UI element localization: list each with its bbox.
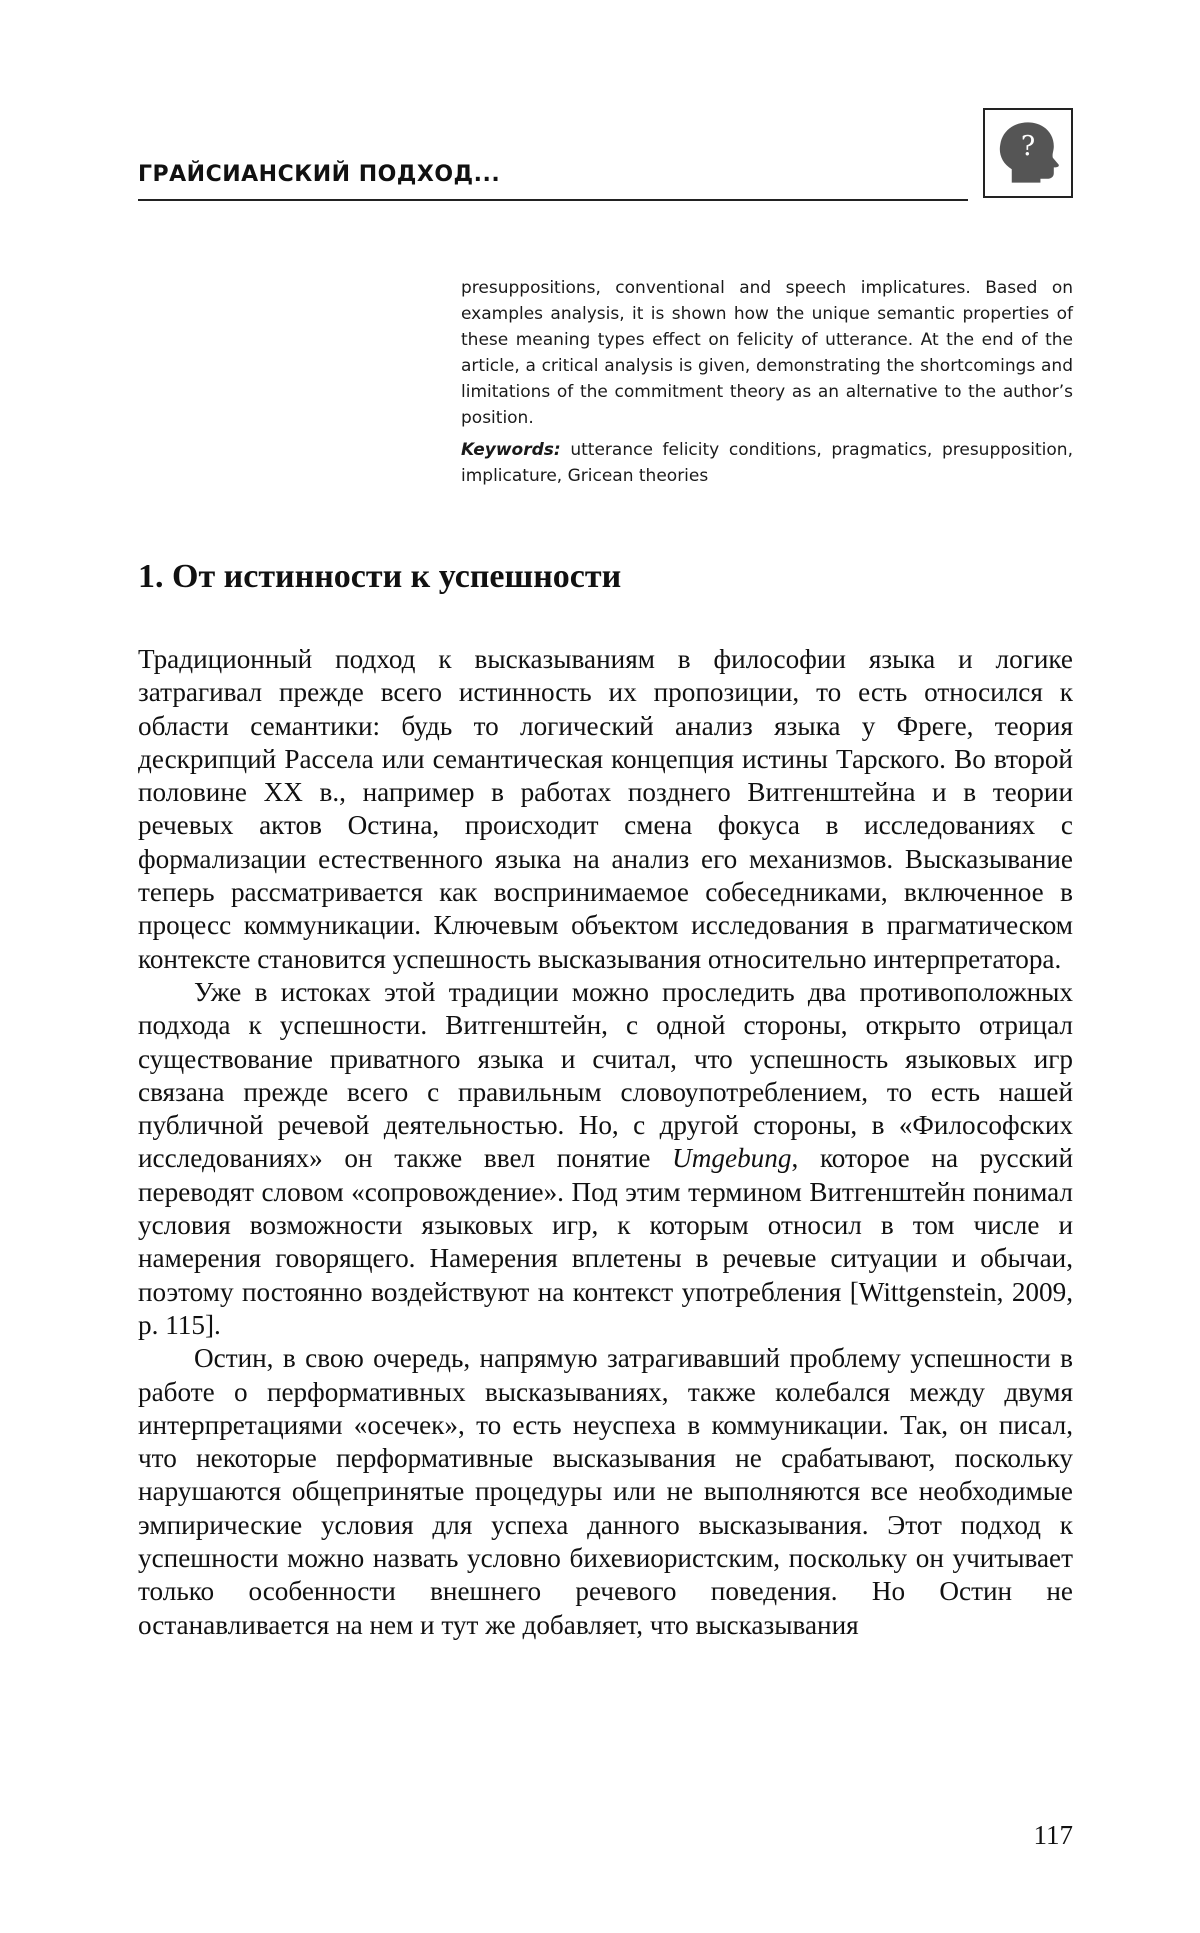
keywords-text: utterance felicity conditions, pragmatics, presupposition, implicature, Gricean theories	[461, 440, 1073, 486]
abstract-block	[461, 275, 1073, 489]
section-heading: 1. От истинности к успешности	[138, 558, 622, 595]
keywords-label: Keywords:	[461, 440, 561, 460]
head-question-icon	[985, 110, 1071, 196]
page-number: 117	[1033, 1820, 1073, 1850]
abstract-text: presuppositions, conventional and speech implicatures. Based on examples analysis, it is shown how the unique semantic properties of these meaning types effect on felicity of utterance. At the end of the article, a critical analysis is given, demonstrating the shortcomings and limitations of the commitment theory as an alternative to the author’s position.	[461, 278, 1073, 428]
paragraph-2-part-1: Уже в истоках этой традиции можно проследить два противоположных подхода к успешности. Витгенштейн, с одной стороны, открыто отрицал существование приватного языка и считал, что успешность языковых игр связана прежде всего с правильным словоупотреблением, то есть нашей публичной речевой деятельностью. Но, с другой стороны, в «Философских исследованиях» он также ввел понятие	[138, 976, 1073, 1174]
header-rule	[138, 199, 968, 201]
paragraph-1: Традиционный подход к высказываниям в философии языка и логике затрагивал прежде всего истинность их пропозиции, то есть относился к области семантики: будь то логический анализ языка у Фреге, теория дескрипций Рассела или семантическая концепция истины Тарского. Во второй половине XX в., например в работах позднего Витгенштейна и в теории речевых актов Остина, происходит смена фокуса в исследованиях с формализации естественного языка на анализ его механизмов. Высказывание теперь рассматривается как воспринимаемое собеседниками, включенное в процесс коммуникации. Ключевым объектом исследования в прагматическом контексте становится успешность высказывания относительно интерпретатора.	[138, 644, 1073, 974]
question-glyph: ?	[1020, 130, 1036, 162]
term-umgebung: Umgebung	[672, 1143, 792, 1174]
body-text	[138, 643, 1073, 1642]
running-header-title: ГРАЙСИАНСКИЙ ПОДХОД...	[138, 162, 501, 187]
journal-logo	[983, 108, 1073, 198]
keywords-line	[461, 437, 1073, 489]
paragraph-2-part-2: , которое на русский переводят словом «сопровождение». Под этим термином Витгенштейн понимал условия возможности языковых игр, к которым относил в том числе и намерения говорящего. Намерения вплетены в речевые ситуации и обычаи, поэтому постоянно воздействуют на контекст употребления [Wittgenstein, 2009, p. 115].	[138, 1143, 1073, 1340]
paragraph-2	[138, 976, 1073, 1342]
paragraph-3: Остин, в свою очередь, напрямую затрагивавший проблему успешности в работе о перформативных высказываниях, также колебался между двумя интерпретациями «осечек», то есть неуспеха в коммуникации. Так, он писал, что некоторые перформативные высказывания не срабатывают, поскольку нарушаются общепринятые процедуры или не выполняются все необходимые эмпирические условия для успеха данного высказывания. Этот подход к успешности можно назвать условно бихевиористским, поскольку он учитывает только особенности внешнего речевого поведения. Но Остин не останавливается на нем и тут же добавляет, что высказывания	[138, 1343, 1073, 1640]
